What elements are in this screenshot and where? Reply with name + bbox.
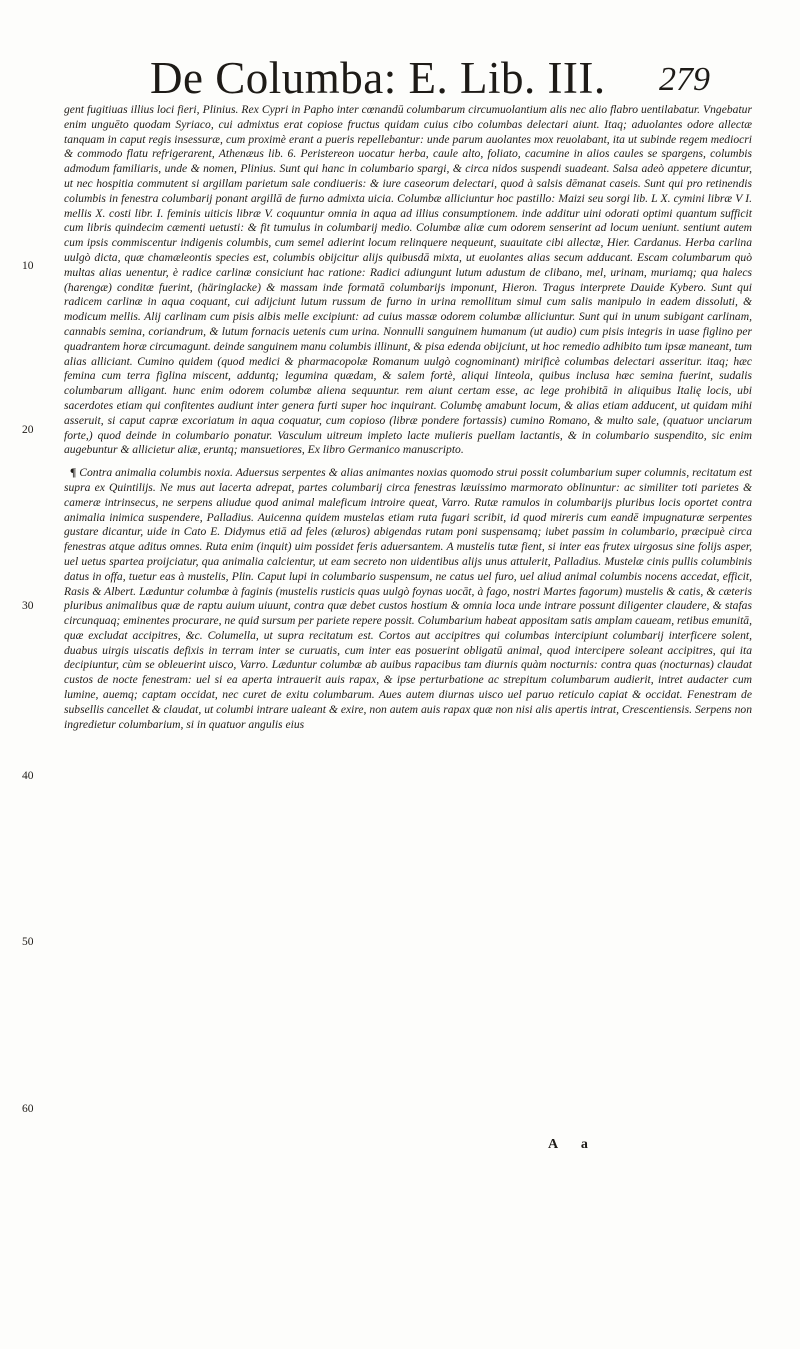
- margin-line-numbers: [22, 0, 62, 1349]
- paragraph-2-text: Contra animalia columbis noxia. Aduersus serpentes & alias animantes noxias quomodo strui possit columbarium super columnis, recitatum est supra ex Quintilijs. Ne mus aut lacerta adrepat, partes columbarij circa fenestras læuissimo marmorato oblinuntur: ac similiter toti parietes & cameræ intrinsecus, ne serpens aliudue quod animal maleficum introire queat, Varro. Rutæ ramulos in columbarijs pluribus locis oportet contra animalia inimica suspendere, Palladius. Auicenna quidem mustelas etiam ruta fugari scribit, id quod mireris cum eandē impugnaturæ serpentes gustare dicantur, uide in Cato E. Didymus etiā ad feles (æluros) abigendas rutam poni suspensamq; iubet passim in columbario, præcipuè circa fenestras atque aditus omnes. Ruta enim (inquit) uim possidet feris aduersantem. A mustelis tutæ fient, si inter eas frutex uirgosus sine folijs asper, uel uetus spartea proijciatur, qua animalia calcientur, ut eam secreto non uidentibus alijs unus attulerit, Palladius. Mustelæ cinis pullis columbinis datus in offa, tuetur eas à mustelis, Plin. Caput lupi in columbario suspensum, ne catus uel furo, uel aliud animal columbis nocens accedat, efficit, Rasis & Albert. Læduntur columbæ à faginis (mustelis rusticis quas uulgò foynas uocāt, à fago, nostri Martes fagorum) mustelis & catis, & cæteris pluribus animalibus quæ de raptu auium uiuunt, contra quæ debet custos hostium & omnia loca unde intrare possunt diligenter claudere, & stafas circunquaq; eminentes procurare, ne quid sursum per pariete repere possit. Columbarium habeat appositam satis amplam caueam, retibus emunitā, quæ excludat accipitres, &c. Columella, ut supra recitatum est. Cortos aut accipitres qui columbas intercipiunt columbarij interficere solent, duabus uirgis uiscatis defixis in terram inter se curuatis, cum inter eas posuerint obligatū animal, quod intercipere soleant accipitres, qui ita decipiuntur, cùm se obleuerint uisco, Varro. Læduntur columbæ ab auibus rapacibus tam diurnis quàm nocturnis: contra quas (nocturnas) claudat custos de nocte fenestram: uel si ea aperta intrauerit auis rapax, & ipse perturbatione ac strepitum columbarum audierit, intret audacter cum lumine, auemq; captam occidat, nec curet de exitu columbarum. Aues autem diurnas uisco uel paruo reticulo capiat & occidat. Fenestram de subsellis cancellet & claudat, ut columbi intrare ualeant & exire, non autem auis rapax quæ non nisi alis apertis intrat, Crescentiensis. Serpens non ingredietur columbarium, si in quatuor angulis eius: [64, 466, 752, 731]
- line-number-30: 30: [22, 600, 34, 612]
- page-header: [150, 48, 710, 108]
- line-number-20: 20: [22, 424, 34, 436]
- line-number-10: 10: [22, 260, 34, 272]
- line-number-40: 40: [22, 770, 34, 782]
- signature-mark: A a: [548, 1137, 598, 1152]
- pilcrow-mark: ¶: [70, 466, 77, 480]
- line-number-50: 50: [22, 936, 34, 948]
- paragraph-2: [64, 466, 752, 732]
- running-title: De Columba: E. Lib. III.: [150, 53, 606, 103]
- page-number: 279: [659, 61, 710, 98]
- paragraph-1: gent fugitiuas illius loci fieri, Plinius. Rex Cypri in Papho inter cœnandū columbarum circumuolantium alis nec alio flabro uentilabatur. Vngebatur enim unguēto quodam Syriaco, cui admixtus erat copiose fructus quidam cuius cibo columbas delectari aiunt. Itaq; aduolantes odore allectæ tanquam in caput regis insessuræ, cum proximè erant a pueris repellebantur: unde parum auolantes mox reuolabant, ita ut subinde regem mediocri & commodo flatu refrigerarent, Athenæus lib. 6. Peristereon uocatur herba, caule alto, foliato, cacumine in alios caules se spargens, columbis admodum familiaris, unde & nomen, Plinius. Sunt qui hanc in columbario spargi, & circa nidos suspendi suadeant. Salsa adeò appetere dicuntur, ut nec hospitia commutent si argillam parietum sale condiueris: & iure caseorum delectari, quod à salsis dēmanat caseis. Sunt qui pro retinendis columbis in fenestra columbarij ponant argillā de furno admixta uicia. Columbæ alliciuntur hoc pastillo: Maizi seu sorgi lib. L X. cymini libræ V I. mellis X. costi libr. I. feminis uiticis libræ V. coquuntur omnia in aqua ad illius consumptionem. inde additur uini odorati optimi quantum sufficit cum libris quindecim cæmenti uetusti: & fit tumulus in columbarij medio. Columbæ aliæ cum odorem senserint ad locum ueniunt. sentiunt autem cum ipsis commiscentur indigenis columbis, cum semel adierint locum relinquere nequeunt, suauitate cibi allectæ, Hier. Cardanus. Herba carlina uulgò dicta, quæ chamæleontis species est, columbis obijcitur alijs quibusdā mixta, ut euolantes alias secum adducant. Escam columbarum quò multas alias uenentur, è radice carlinæ consiciunt hac ratione: Radici adiungunt lutum adustum de clibano, mel, urinam, muriamq; qua halecs (harengæ) conditæ fuerint, (häringlacke) & massam inde formatā columbarijs imponunt, Hieron. Tragus interprete Dauide Kybero. Sunt qui radicem carlinæ in aqua coquant, cui adijciunt lutum russum de furno in urina remollitum simul cum salis manipulo in eadem dissoluti, & modicum mellis. Alij carlinam cum pisis albis melle excipiunt: ad cuius massæ odorem columbæ alliciuntur. Sunt qui in unum subigant carlinam, cannabis semina, coriandrum, & lutum fornacis uetenis cum urina. Nonnulli sanguinem humanum (ut audio) cum pisis integris in uase figlino per quadrantem horæ circumagunt. deinde sanguinem manu columbis illinunt, & pisa edenda obijciunt, ut hoc remedio adhibito tum ipsæ maneant, tum alias alliciant. Cumino quidem (quod medici & pharmacopolæ Romanum uulgò cognominant) mirificè columbas delectari asseritur. itaq; hæc femina cum terra figlina miscent, adduntq; legumina quædam, & salem fortè, aliqui linteola, quibus inclusa hæc semina fuerint, sudalis columbarum alligant. hunc enim odorem columbæ aliena sequuntur. rem aiunt certam esse, ac lege prohibitā in aliquibus Italię locis, ubi sacerdotes etiam qui confitentes audiunt inter genera furti super hoc inquirant. Columbę amabunt locum, & alias etiam adducent, ut quidam mihi asseruit, si caput capræ excoriatum in aqua coquatur, cum copioso (libræ pondere fortassis) cumino Romano, & multo sale, (quatuor unciarum forte,) quod deinde in columbario ponatur. Vasculum uitreum impleto lacte mulieris puellam lactantis, & in columbario suspendito, sic enim augebuntur & allicietur aliæ, eruntq; mansuetiores, Ex libro Germanico manuscripto.: [64, 103, 752, 457]
- body-text: [64, 103, 752, 732]
- line-number-60: 60: [22, 1103, 34, 1115]
